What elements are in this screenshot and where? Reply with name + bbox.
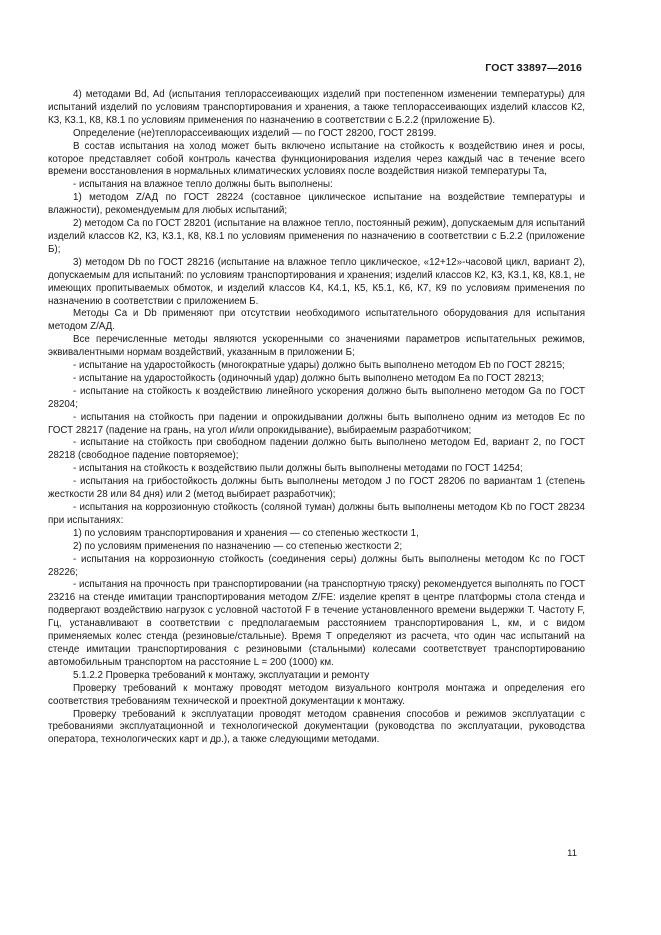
page-number: 11: [567, 848, 577, 859]
paragraph-4: - испытания на влажное тепло должны быть выполнены:: [73, 179, 333, 191]
section-heading-5-1-2-2: 5.1.2.2 Проверка требований к монтажу, эксплуатации и ремонту: [73, 669, 370, 681]
paragraph-21: - испытания на прочность при транспортировании (на транспортную тряску) рекомендуется выполнять по ГОСТ 23216 на стенде имитации транспортирования методом Z/FE: изделие крепят в центре платформы стола стенда и подвергают воздействию нагрузок с условной частотой F в течение установленного времени выдержки Т. Частоту F, Гц, устанавливают в соответствии с предполагаемым расстоянием транспортирования L, км, и с видом применяемых колес стенда (резиновые/стальные). Время Т определяют из расчета, что один час испытаний на стенде имитации транспортирования с резиновыми (стальными) колесами соответствует транспортированию автомобильным транспортом на расстояние L = 200 (1000) км.: [48, 579, 585, 668]
paragraph-8: Методы Са и Db применяют при отсутствии необходимого испытательного оборудования для испытания методом Z/АД.: [48, 308, 585, 333]
paragraph-3: В состав испытания на холод может быть включено испытание на стойкость к воздействию инея и росы, которое представляет собой контроль качества функционирования изделия через каждый час в течение всего времени восстановления в нормальных климатических условиях после воздействия низкой температуры Та,: [48, 140, 585, 178]
paragraph-7: 3) методом Db по ГОСТ 28216 (испытание на влажное тепло циклическое, «12+12»-часовой цикл, вариант 2), допускаемым для испытаний: по условиям транспортирования и хранения; изделий классов К2, К3, К3.1, К8, К8.1, не имеющих пропитываемых обмоток, и изделий классов К4, К4.1, К5, К5.1, К6, К7, К9 по условиям применения по назначению в соответствии с приложением Б.: [48, 256, 585, 307]
paragraph-2: Определение (не)теплорассеивающих изделий — по ГОСТ 28200, ГОСТ 28199.: [73, 127, 437, 139]
document-id-header: ГОСТ 33897—2016: [485, 62, 582, 74]
paragraph-20: - испытания на коррозионную стойкость (соединения серы) должны быть выполнены методом Кс по ГОСТ 28226;: [48, 553, 585, 578]
paragraph-23: Проверку требований к монтажу проводят методом визуального контроля монтажа и определения его соответствия требованиям технической и проектной документации к монтажу.: [48, 682, 585, 707]
paragraph-10: - испытание на ударостойкость (многократные удары) должно быть выполнено методом Eb по ГОСТ 28215;: [73, 360, 565, 372]
paragraph-5: 1) методом Z/АД по ГОСТ 28224 (составное циклическое испытание на воздействие температуры и влажности), рекомендуемым для любых испытаний;: [48, 192, 585, 217]
paragraph-15: - испытания на стойкость к воздействию пыли должны быть выполнены методами по ГОСТ 14254;: [73, 463, 523, 475]
paragraph-14: - испытание на стойкость при свободном падении должно быть выполнено методом Ed, вариант 2, по ГОСТ 28218 (свободное падение повторяемое);: [48, 437, 585, 462]
paragraph-16: - испытания на грибостойкость должны быть выполнены методом J по ГОСТ 28206 по вариантам 1 (степень жесткости 28 или 84 дня) или 2 (метод выбирает разработчик);: [48, 476, 585, 501]
paragraph-9: Все перечисленные методы являются ускоренными со значениями параметров испытательных режимов, эквивалентными нормам воздействий, указанным в приложении Б;: [48, 334, 585, 359]
paragraph-11: - испытание на ударостойкость (одиночный удар) должно быть выполнено методом Еа по ГОСТ 28213;: [73, 372, 545, 384]
paragraph-13: - испытания на стойкость при падении и опрокидывании должны быть выполнено одним из методов Ес по ГОСТ 28217 (падение на грань, на угол и/или опрокидывание), выбираемым разработчиком;: [48, 411, 585, 436]
paragraph-6: 2) методом Са по ГОСТ 28201 (испытание на влажное тепло, постоянный режим), допускаемым для испытаний изделий классов К2, К3, К3.1, К8, К8.1 по условиям применения по назначению в соответствии с Б.2.2 (приложение Б);: [48, 218, 585, 255]
paragraph-18: 1) по условиям транспортирования и хранения — со степенью жесткости 1,: [73, 527, 419, 539]
paragraph-17: - испытания на коррозионную стойкость (соляной туман) должны быть выполнены методом Kb по ГОСТ 28234 при испытаниях:: [48, 502, 585, 526]
document-body: [48, 89, 585, 747]
paragraph-19: 2) по условиям применения по назначению — со степенью жесткости 2;: [73, 540, 403, 552]
paragraph-1: 4) методами Bd, Ad (испытания теплорассеивающих изделий при постепенном изменении температуры) для испытаний изделий по условиям транспортирования и хранения, а также теплорассеивающих изделий классов К2, К3, К3.1, К8, К8.1 по условиям применения по назначению в соответствии с Б.2.2 (приложение Б).: [48, 89, 585, 126]
paragraph-24: Проверку требований к эксплуатации проводят методом сравнения способов и режимов эксплуатации с требованиями эксплуатационной и технологической документации (руководства по эксплуатации, руководства оператора, технологических карт и др.), а также следующими методами.: [48, 708, 585, 746]
paragraph-12: - испытание на стойкость к воздействию линейного ускорения должно быть выполнено методом Ga по ГОСТ 28204;: [48, 385, 585, 410]
